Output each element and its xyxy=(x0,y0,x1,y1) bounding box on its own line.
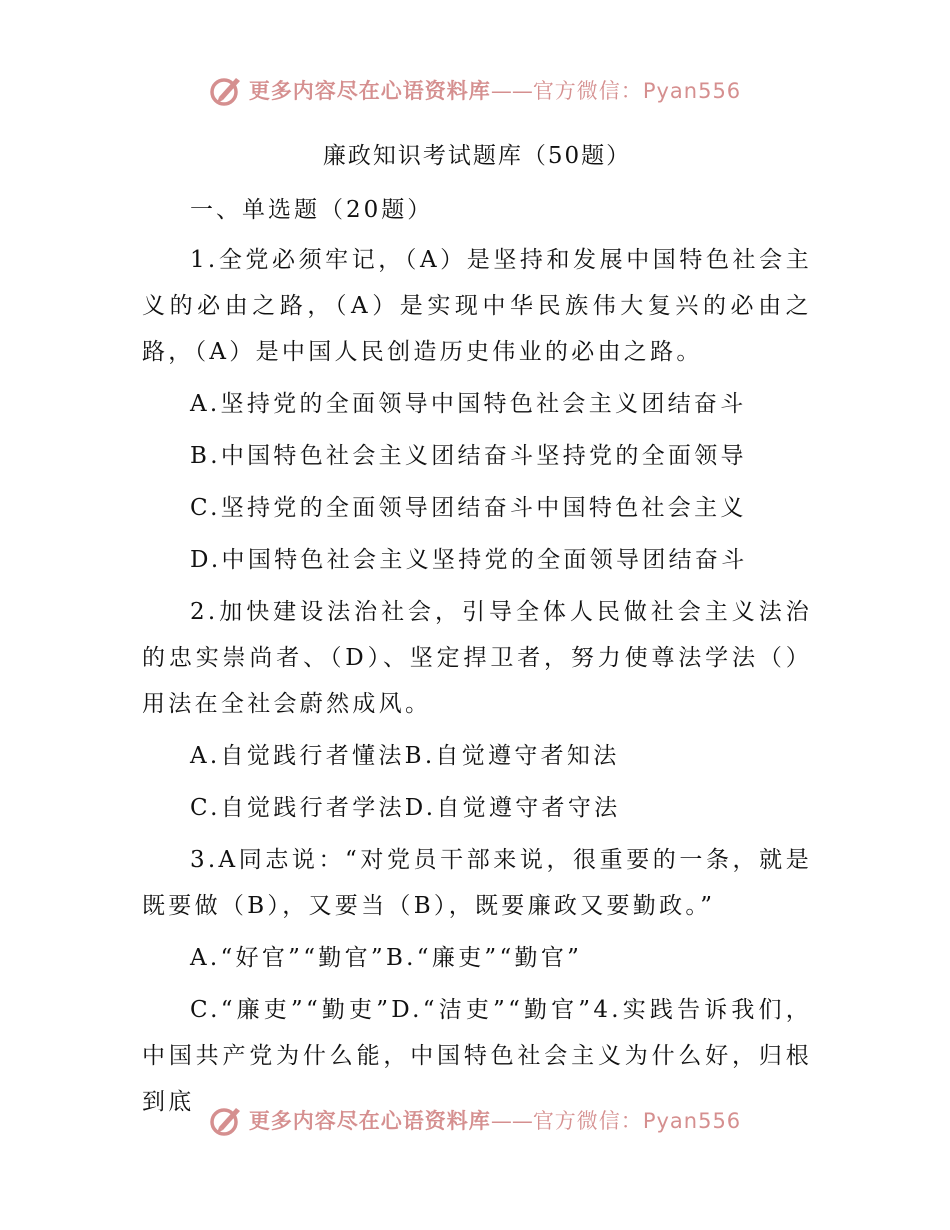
question-1-option-a: A.坚持党的全面领导中国特色社会主义团结奋斗 xyxy=(190,391,747,417)
banner-dash: —— xyxy=(490,1109,533,1133)
banner-wechat-label: 官方微信： xyxy=(532,79,643,103)
footer-banner xyxy=(0,1100,950,1140)
banner-dash: —— xyxy=(490,79,533,103)
question-2-stem: 2.加快建设法治社会，引导全体人民做社会主义法治的忠实崇尚者、（D）、坚定捍卫者，努力使尊法学法（）用法在全社会蔚然成风。 xyxy=(142,599,812,717)
banner-main-text: 更多内容尽在心语资料库 xyxy=(248,79,491,103)
banner-text xyxy=(249,1105,741,1135)
question-2-options-ab: A.自觉践行者懂法B.自觉遵守者知法 xyxy=(190,743,620,769)
header-banner xyxy=(0,70,950,110)
question-2-options-cd: C.自觉践行者学法D.自觉遵守者守法 xyxy=(190,795,621,821)
question-3-options-ab: A.“好官”“勤官”B.“廉吏”“勤官” xyxy=(190,945,583,971)
pen-circle-logo-icon xyxy=(209,1103,243,1137)
banner-wechat-id: Pyan556 xyxy=(642,79,742,103)
pen-circle-logo-icon xyxy=(209,73,243,107)
question-3-options-cd-and-question-4: C.“廉吏”“勤吏”D.“洁吏”“勤官”4.实践告诉我们，中国共产党为什么能，中国特色社会主义为什么好，归根到底 xyxy=(142,997,812,1115)
question-1-stem: 1.全党必须牢记，（A）是坚持和发展中国特色社会主义的必由之路，（A）是实现中华民族伟大复兴的必由之路，（A）是中国人民创造历史伟业的必由之路。 xyxy=(142,247,812,365)
banner-wechat-label: 官方微信： xyxy=(532,1109,643,1133)
document-body xyxy=(142,135,812,1131)
question-3-stem: 3.A同志说：“对党员干部来说，很重要的一条，就是既要做（B），又要当（B），既要廉政又要勤政。” xyxy=(142,847,812,919)
question-1-option-b: B.中国特色社会主义团结奋斗坚持党的全面领导 xyxy=(190,443,747,469)
section-heading: 一、单选题（20题） xyxy=(190,197,434,223)
banner-wechat-id: Pyan556 xyxy=(642,1109,742,1133)
question-1-option-d: D.中国特色社会主义坚持党的全面领导团结奋斗 xyxy=(190,547,748,573)
banner-text xyxy=(249,75,741,105)
banner-main-text: 更多内容尽在心语资料库 xyxy=(248,1109,491,1133)
page-title: 廉政知识考试题库（50题） xyxy=(322,143,632,169)
question-1-option-c: C.坚持党的全面领导团结奋斗中国特色社会主义 xyxy=(190,495,747,521)
